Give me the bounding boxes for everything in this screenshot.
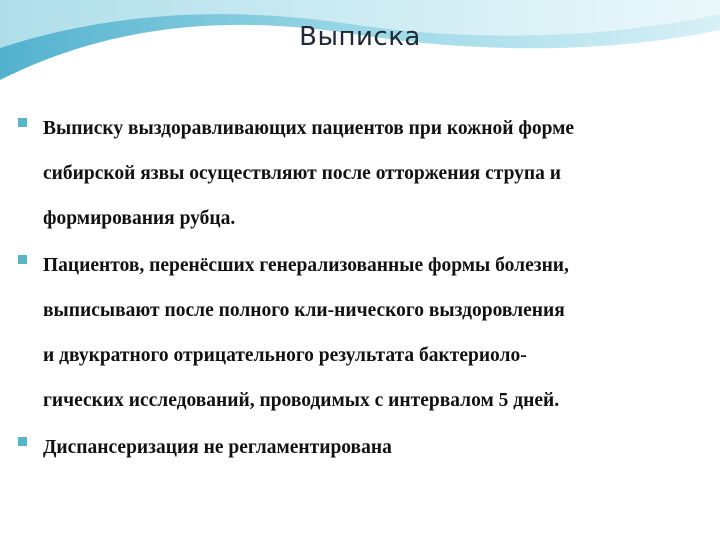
bullet-list xyxy=(18,106,708,472)
bullet-text-line: сибирской язвы осуществляют после отторжения струпа и xyxy=(43,163,562,184)
bullet-text-line: и двукратного отрицательного результата бактериоло- xyxy=(43,345,527,366)
bullet-text-line: Диспансеризация не регламентирована xyxy=(43,437,392,458)
square-bullet-icon xyxy=(18,437,27,446)
bullet-item xyxy=(18,425,708,470)
square-bullet-icon xyxy=(18,255,27,264)
bullet-text-line: Выписку выздоравливающих пациентов при кожной форме xyxy=(43,118,575,139)
slide-title: Выписка xyxy=(299,22,421,52)
bullet-item xyxy=(18,243,708,423)
bullet-text-line: Пациентов, перенёсших генерализованные формы болезни, xyxy=(43,255,569,276)
square-bullet-icon xyxy=(18,118,27,127)
bullet-text-line: гических исследований, проводимых с интервалом 5 дней. xyxy=(43,390,560,411)
bullet-text-line: формирования рубца. xyxy=(43,208,236,229)
bullet-item xyxy=(18,106,708,241)
bullet-text-line: выписывают после полного кли-нического выздоровления xyxy=(43,300,565,321)
